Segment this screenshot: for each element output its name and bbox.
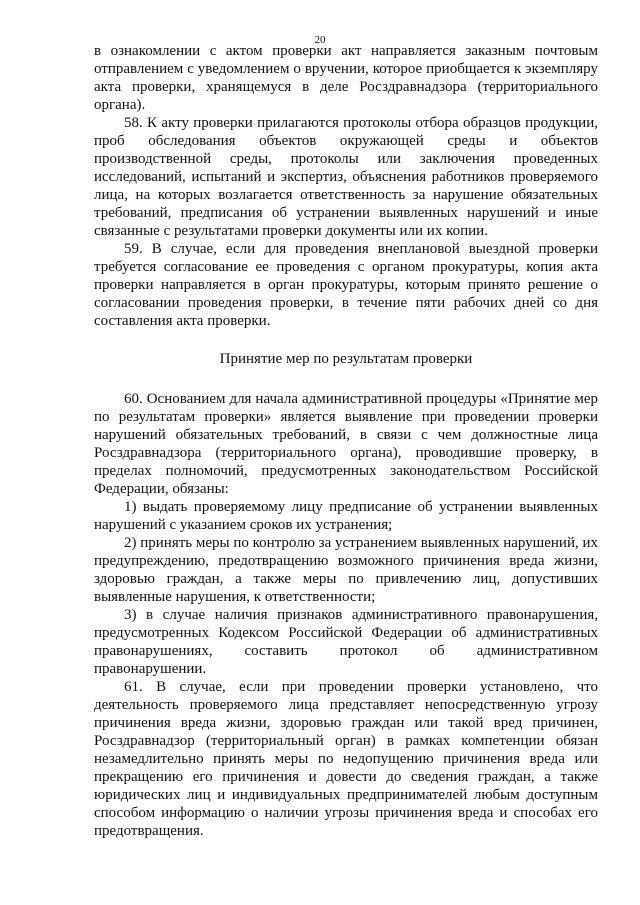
paragraph-58: 58. К акту проверки прилагаются протоколы отбора образцов продукции, проб обследования объектов окружающей среды и объектов производственной среды, протоколы или заключения проведенных исследований, испытаний и экспертиз, объяснения работников проверяемого лица, на которых возлагается ответственность за нарушение обязательных требований, предписания об устранении выявленных нарушений и иные связанные с результатами проверки документы или их копии. bbox=[94, 115, 598, 239]
page-number: 20 bbox=[314, 34, 326, 46]
section-heading: Принятие мер по результатам проверки bbox=[219, 351, 473, 367]
paragraph-60-item-3: 3) в случае наличия признаков административного правонарушения, предусмотренных Кодексом Российской Федерации об административных правонарушениях, составить протокол об административном правонарушении. bbox=[94, 607, 598, 677]
paragraph-59: 59. В случае, если для проведения внеплановой выездной проверки требуется согласование ее проведения с органом прокуратуры, копия акта проверки направляется в орган прокуратуры, которым принято решение о согласовании проведения проверки, в течение пяти рабочих дней со дня составления акта проверки. bbox=[94, 241, 598, 329]
paragraph-61: 61. В случае, если при проведении проверки установлено, что деятельность проверяемого лица представляет непосредственную угрозу причинения вреда жизни, здоровью граждан или такой вред причинен, Росздравнадзор (территориальный орган) в рамках компетенции обязан незамедлительно принять меры по недопущению причинения вреда или прекращению его причинения и довести до сведения граждан, а также юридических лиц и индивидуальных предпринимателей любым доступным способом информацию о наличии угрозы причинения вреда и способах его предотвращения. bbox=[94, 679, 598, 839]
paragraph-60: 60. Основанием для начала административной процедуры «Принятие мер по результатам проверки» является выявление при проведении проверки нарушений обязательных требований, в связи с чем должностные лица Росздравнадзора (территориального органа), проводившие проверку, в пределах полномочий, предусмотренных законодательством Российской Федерации, обязаны: bbox=[94, 391, 598, 497]
paragraph-60-item-2: 2) принять меры по контролю за устранением выявленных нарушений, их предупреждению, предотвращению возможного причинения вреда жизни, здоровью граждан, а также меры по привлечению лиц, допустивших выявленные нарушения, к ответственности; bbox=[94, 535, 598, 605]
paragraph-60-item-1: 1) выдать проверяемому лицу предписание об устранении выявленных нарушений с указанием сроков их устранения; bbox=[94, 499, 598, 533]
document-body bbox=[94, 42, 598, 840]
paragraph-continued: в ознакомлении с актом проверки акт направляется заказным почтовым отправлением с уведомлением о вручении, которое приобщается к экземпляру акта проверки, хранящемуся в деле Росздравнадзора (территориального органа). bbox=[94, 43, 598, 113]
